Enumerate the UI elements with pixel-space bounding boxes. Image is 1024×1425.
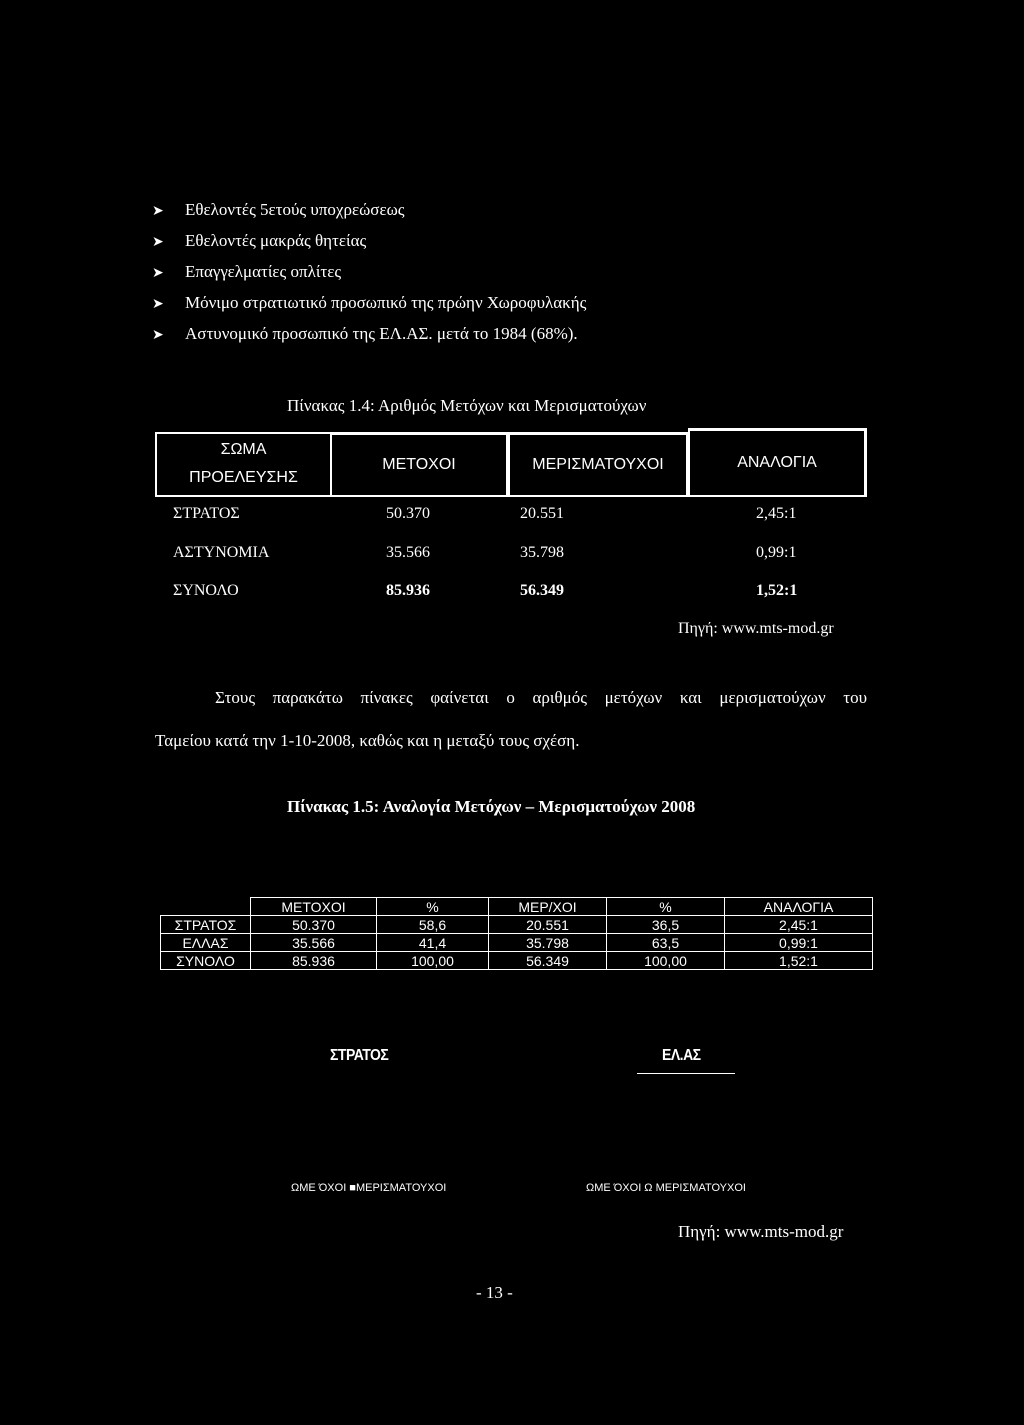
arrow-bullet-icon: ➤ [152,234,164,250]
table1-row-dividend-holders: 56.349 [520,582,564,599]
table-cell: 56.349 [489,952,607,970]
list-item: ➤ Εθελοντές μακράς θητείας [152,225,586,256]
table-header-cell: ΜΕΡ/ΧΟΙ [489,898,607,916]
data-table [160,897,873,970]
table-cell: 0,99:1 [725,934,873,952]
paragraph-line1: Στους παρακάτω πίνακες φαίνεται ο αριθμός μετόχων και μερισματούχων του [215,688,867,707]
table1-header-ratio: ΑΝΑΛΟΓΙΑ [688,428,867,497]
list-item: ➤ Αστυνομικό προσωπικό της ΕΛ.ΑΣ. μετά το 1984 (68%). [152,318,586,349]
table1-row-shareholders: 35.566 [386,544,430,561]
table-cell: 1,52:1 [725,952,873,970]
table-row [161,952,873,970]
table-header-cell: ΜΕΤΟΧΟΙ [251,898,377,916]
table1-row-ratio: 1,52:1 [756,582,798,599]
arrow-bullet-icon: ➤ [152,327,164,343]
bullet-list [152,194,586,349]
table-header-cell: % [377,898,489,916]
table-row [161,934,873,952]
pie-title-army: ΣΤΡΑΤΟΣ [330,1044,389,1064]
table-cell: 58,6 [377,916,489,934]
table-header-row [161,898,873,916]
table-cell: 35.566 [251,934,377,952]
table1-source: Πηγή: www.mts-mod.gr [678,620,834,637]
table1-header-shareholders: ΜΕΤΟΧΟΙ [330,432,508,497]
paragraph-line2: Ταμείου κατά την 1-10-2008, καθώς και η μεταξύ τους σχέση. [155,731,580,750]
table1-row-shareholders: 50.370 [386,505,430,522]
table1-row-shareholders: 85.936 [386,582,430,599]
table-cell: 35.798 [489,934,607,952]
table-cell: 2,45:1 [725,916,873,934]
table1-row-ratio: 2,45:1 [756,505,797,522]
table1-caption: Πίνακας 1.4: Αριθμός Μετόχων και Μερισματούχων [287,396,647,415]
table1-row-body: ΣΤΡΑΤΟΣ [173,505,240,522]
table-cell: 41,4 [377,934,489,952]
list-item: ➤ Μόνιμο στρατιωτικό προσωπικό της πρώην Χωροφυλακής [152,287,586,318]
page-number: - 13 - [476,1283,513,1302]
table1-row-ratio: 0,99:1 [756,544,797,561]
table1-row-body: ΑΣΤΥΝΟΜΙΑ [173,544,270,561]
table-cell: 50.370 [251,916,377,934]
divider [637,1073,735,1074]
table-cell: 100,00 [377,952,489,970]
table1-header-body: ΣΩΜΑ ΠΡΟΕΛΕΥΣΗΣ [155,432,330,497]
arrow-bullet-icon: ➤ [152,296,164,312]
legend-army: ΩΜΕ ΌΧΟΙ ■ΜΕΡΙΣΜΑΤΟΥΧΟΙ [291,1182,447,1194]
legend-police: ΩΜΕ ΌΧΟΙ Ω ΜΕΡΙΣΜΑΤΟΥΧΟΙ [586,1182,746,1194]
table1-row-body: ΣΥΝΟΛΟ [173,582,239,599]
list-item: ➤ Επαγγελματίες οπλίτες [152,256,586,287]
table-cell: 20.551 [489,916,607,934]
table-cell: 100,00 [607,952,725,970]
arrow-bullet-icon: ➤ [152,203,164,219]
source-caption: Πηγή: www.mts-mod.gr [678,1222,844,1241]
table1-header-dividend-holders: ΜΕΡΙΣΜΑΤΟΥΧΟΙ [508,432,688,497]
table-cell: 85.936 [251,952,377,970]
pie-title-police: ΕΛ.ΑΣ [662,1044,701,1064]
table-cell: ΕΛΛΑΣ [161,934,251,952]
table-cell: 36,5 [607,916,725,934]
table-cell: ΣΥΝΟΛΟ [161,952,251,970]
table-cell: 63,5 [607,934,725,952]
table-row [161,916,873,934]
table-header-cell [161,898,251,916]
table-header-cell: % [607,898,725,916]
table-header-cell: ΑΝΑΛΟΓΙΑ [725,898,873,916]
table2-caption: Πίνακας 1.5: Αναλογία Μετόχων – Μερισματούχων 2008 [287,797,696,816]
table1-row-dividend-holders: 35.798 [520,544,564,561]
arrow-bullet-icon: ➤ [152,265,164,281]
table-cell: ΣΤΡΑΤΟΣ [161,916,251,934]
table1-row-dividend-holders: 20.551 [520,505,564,522]
list-item: ➤ Εθελοντές 5ετούς υποχρεώσεως [152,194,586,225]
